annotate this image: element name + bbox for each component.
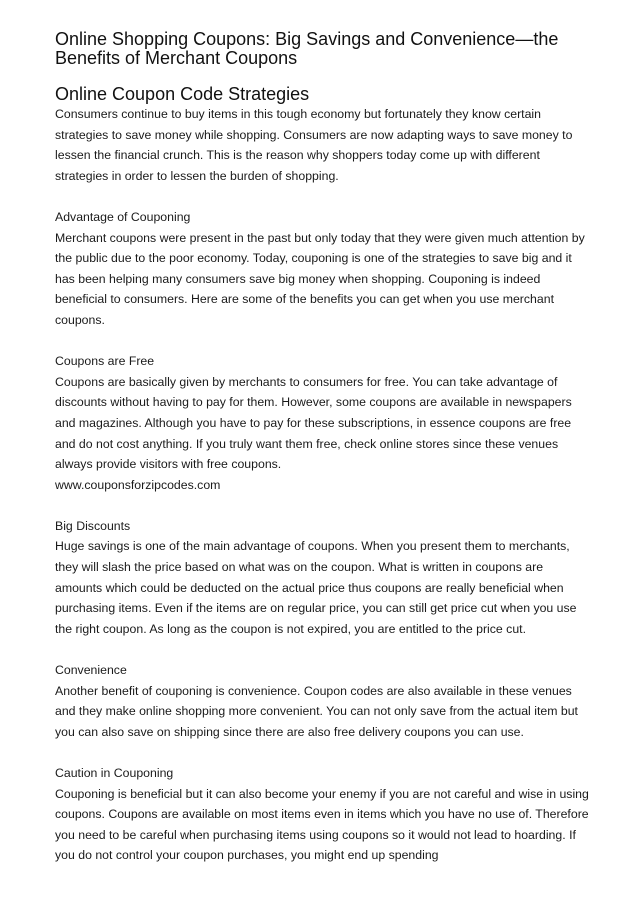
section-advantage-of-couponing xyxy=(55,207,590,331)
section-convenience xyxy=(55,660,590,742)
section-title: Big Discounts xyxy=(55,518,131,533)
intro-paragraph: Consumers continue to buy items in this tough economy but fortunately they know certain strategies to save money while shopping. Consumers are now adapting ways to save money to lessen the financial crunch. This is the reason why shoppers today come up with different strategies in order to lessen the burden of shopping. xyxy=(55,107,573,183)
website-link[interactable]: www.couponsforzipcodes.com xyxy=(55,477,221,492)
document-page xyxy=(55,30,590,866)
section-heading: Online Coupon Code Strategies xyxy=(55,84,310,104)
section-title: Caution in Couponing xyxy=(55,766,174,780)
section-big-discounts xyxy=(55,516,590,640)
section-title: Advantage of Couponing xyxy=(55,209,191,224)
section-body: Couponing is beneficial but it can also become your enemy if you are not careful and wise in using coupons. Coupons are available on most items even in items which you have no use of. Therefore you need to be careful when purchasing items using coupons so it would not lead to hoarding. If you do not control your coupon purchases, you might end up spending xyxy=(55,786,589,863)
section-caution-in-couponing xyxy=(55,763,590,866)
document-title: Online Shopping Coupons: Big Savings and Convenience—the Benefits of Merchant Coupons xyxy=(55,29,559,68)
section-title: Coupons are Free xyxy=(55,354,155,369)
section-coupons-are-free xyxy=(55,351,590,495)
section-body: Merchant coupons were present in the past but only today that they were given much attention by the public due to the poor economy. Today, couponing is one of the strategies to save big and it has been helping many consumers save big money when shopping. Couponing is indeed beneficial to consumers. Here are some of the benefits you can get when you use merchant coupons. xyxy=(55,230,585,327)
section-title: Convenience xyxy=(55,663,127,678)
section-body: Coupons are basically given by merchants to consumers for free. You can take advantage of discounts without having to pay for them. However, some coupons are available in newspapers and magazines. Although you have to pay for these subscriptions, in essence coupons are free and do not cost anything. If you truly want them free, check online stores since these venues always provide visitors with free coupons. xyxy=(55,374,572,472)
section-body: Another benefit of couponing is convenience. Coupon codes are also available in these venues and they make online shopping more convenient. You can not only save from the actual item but you can also save on shipping since there are also free delivery coupons you can use. xyxy=(55,683,578,739)
section-body: Huge savings is one of the main advantage of coupons. When you present them to merchants, they will slash the price based on what was on the coupon. What is written in coupons are amounts which could be deducted on the actual price thus coupons are really beneficial when purchasing items. Even if the items are on regular price, you can still get price cut when you use the right coupon. As long as the coupon is not expired, you are entitled to the price cut. xyxy=(55,539,577,636)
